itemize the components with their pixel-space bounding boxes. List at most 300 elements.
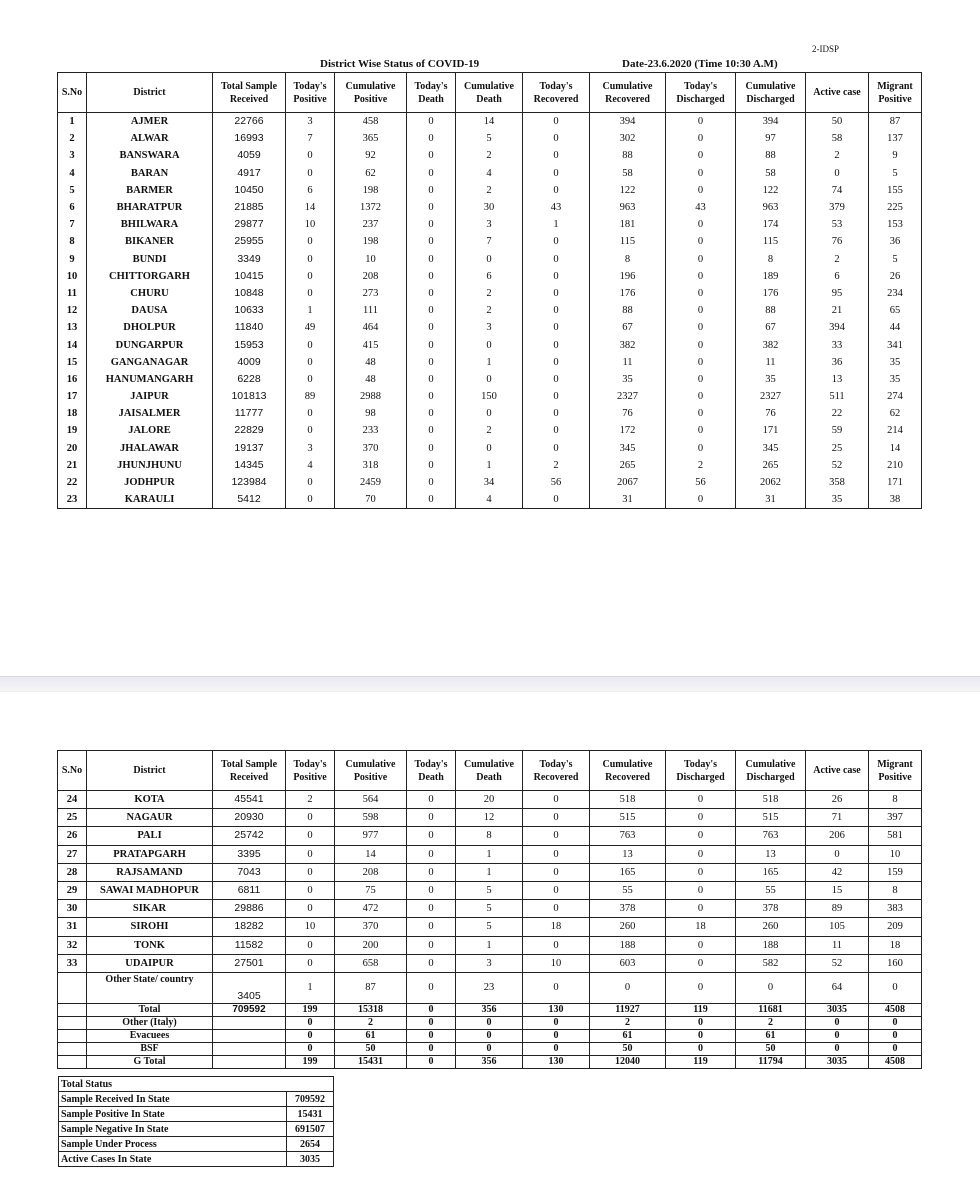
header-cumulative-death: Cumulative Death xyxy=(456,73,523,113)
cell-cumulative-discharged: 188 xyxy=(736,936,806,954)
cell-today-positive: 0 xyxy=(286,268,335,285)
cell-cumulative-positive: 233 xyxy=(335,422,407,439)
cell-s-no: 13 xyxy=(58,319,87,336)
table-row xyxy=(58,113,922,131)
cell-cumulative-positive: 977 xyxy=(335,827,407,845)
cell-s-no: 16 xyxy=(58,371,87,388)
cell-total-sample xyxy=(213,1042,286,1055)
cell-today-recovered: 43 xyxy=(523,199,590,216)
cell-s-no: 22 xyxy=(58,474,87,491)
cell-cumulative-death: 0 xyxy=(456,1042,523,1055)
cell-today-death: 0 xyxy=(407,251,456,268)
cell-active-case: 52 xyxy=(806,457,869,474)
table-row xyxy=(58,319,922,336)
cell-today-death: 0 xyxy=(407,422,456,439)
cell-active-case: 26 xyxy=(806,791,869,809)
cell-today-positive: 0 xyxy=(286,863,335,881)
cell-today-death: 0 xyxy=(407,405,456,422)
cell-active-case: 36 xyxy=(806,354,869,371)
header-district: District xyxy=(87,73,213,113)
cell-active-case: 50 xyxy=(806,113,869,131)
cell-s-no: 11 xyxy=(58,285,87,302)
cell-cumulative-positive: 598 xyxy=(335,809,407,827)
header-today-death: Today's Death xyxy=(407,73,456,113)
table-row xyxy=(58,199,922,216)
cell-active-case: 3035 xyxy=(806,1003,869,1016)
cell-cumulative-recovered: 188 xyxy=(590,936,666,954)
cell-cumulative-death: 5 xyxy=(456,130,523,147)
cell-today-recovered: 0 xyxy=(523,1016,590,1029)
cell-today-positive: 0 xyxy=(286,474,335,491)
cell-s-no: 21 xyxy=(58,457,87,474)
table-header-row xyxy=(58,751,922,791)
header-s-no: S.No xyxy=(58,751,87,791)
cell-today-recovered: 56 xyxy=(523,474,590,491)
cell-cumulative-positive: 61 xyxy=(335,1029,407,1042)
cell-total-sample: 15953 xyxy=(213,336,286,353)
cell-total-sample: 3349 xyxy=(213,251,286,268)
cell-s-no: 33 xyxy=(58,954,87,972)
cell-cumulative-recovered: 0 xyxy=(590,972,666,1003)
total-status-row xyxy=(59,1152,334,1167)
cell-cumulative-death: 0 xyxy=(456,1029,523,1042)
cell-active-case: 42 xyxy=(806,863,869,881)
cell-cumulative-discharged: 763 xyxy=(736,827,806,845)
cell-migrant-positive: 62 xyxy=(869,405,922,422)
cell-cumulative-discharged: 582 xyxy=(736,954,806,972)
cell-active-case: 15 xyxy=(806,881,869,899)
summary-row xyxy=(58,1003,922,1016)
cell-today-recovered: 0 xyxy=(523,1029,590,1042)
cell-today-discharged: 0 xyxy=(666,371,736,388)
cell-district: KARAULI xyxy=(87,491,213,509)
cell-today-positive: 1 xyxy=(286,302,335,319)
cell-cumulative-discharged: 2 xyxy=(736,1016,806,1029)
cell-today-positive: 199 xyxy=(286,1003,335,1016)
cell-cumulative-positive: 2459 xyxy=(335,474,407,491)
cell-cumulative-discharged: 115 xyxy=(736,233,806,250)
cell-today-recovered: 10 xyxy=(523,954,590,972)
cell-active-case: 59 xyxy=(806,422,869,439)
cell-today-discharged: 0 xyxy=(666,130,736,147)
table-row xyxy=(58,457,922,474)
cell-active-case: 21 xyxy=(806,302,869,319)
cell-migrant-positive: 274 xyxy=(869,388,922,405)
cell-today-positive: 0 xyxy=(286,845,335,863)
cell-today-discharged: 0 xyxy=(666,491,736,509)
total-status-label: Sample Negative In State xyxy=(59,1122,287,1137)
cell-migrant-positive: 171 xyxy=(869,474,922,491)
cell-cumulative-discharged: 345 xyxy=(736,440,806,457)
cell-active-case: 0 xyxy=(806,1029,869,1042)
cell-today-discharged: 0 xyxy=(666,388,736,405)
cell-migrant-positive: 65 xyxy=(869,302,922,319)
cell-total-sample: 4059 xyxy=(213,147,286,164)
cell-migrant-positive: 5 xyxy=(869,251,922,268)
table-row xyxy=(58,845,922,863)
cell-district: RAJSAMAND xyxy=(87,863,213,881)
total-status-label: Sample Received In State xyxy=(59,1092,287,1107)
header-today-positive: Today's Positive xyxy=(286,73,335,113)
cell-today-positive: 4 xyxy=(286,457,335,474)
total-status-row xyxy=(59,1137,334,1152)
cell-today-death: 0 xyxy=(407,1016,456,1029)
cell-total-sample: 11582 xyxy=(213,936,286,954)
cell-cumulative-discharged: 165 xyxy=(736,863,806,881)
cell-cumulative-recovered: 515 xyxy=(590,809,666,827)
header-cumulative-recovered: Cumulative Recovered xyxy=(590,73,666,113)
cell-cumulative-death: 2 xyxy=(456,285,523,302)
cell-district: GANGANAGAR xyxy=(87,354,213,371)
cell-total-sample: 4917 xyxy=(213,165,286,182)
cell-cumulative-positive: 472 xyxy=(335,900,407,918)
cell-migrant-positive: 214 xyxy=(869,422,922,439)
cell-district: JAISALMER xyxy=(87,405,213,422)
cell-cumulative-positive: 198 xyxy=(335,182,407,199)
cell-today-recovered: 0 xyxy=(523,113,590,131)
cell-cumulative-positive: 318 xyxy=(335,457,407,474)
cell-active-case: 379 xyxy=(806,199,869,216)
cell-total-sample: 10848 xyxy=(213,285,286,302)
cell-cumulative-death: 8 xyxy=(456,827,523,845)
cell-cumulative-recovered: 76 xyxy=(590,405,666,422)
cell-today-death: 0 xyxy=(407,216,456,233)
cell-migrant-positive: 341 xyxy=(869,336,922,353)
cell-migrant-positive: 35 xyxy=(869,371,922,388)
cell-active-case: 206 xyxy=(806,827,869,845)
cell-s-no: 30 xyxy=(58,900,87,918)
header-active-case: Active case xyxy=(806,751,869,791)
table-row xyxy=(58,954,922,972)
cell-today-recovered: 2 xyxy=(523,457,590,474)
cell-cumulative-death: 3 xyxy=(456,319,523,336)
cell-s-no: 7 xyxy=(58,216,87,233)
cell-today-recovered: 0 xyxy=(523,147,590,164)
cell-migrant-positive: 0 xyxy=(869,1029,922,1042)
cell-migrant-positive: 210 xyxy=(869,457,922,474)
cell-active-case: 74 xyxy=(806,182,869,199)
cell-active-case: 0 xyxy=(806,1042,869,1055)
cell-total-sample: 22829 xyxy=(213,422,286,439)
cell-migrant-positive: 234 xyxy=(869,285,922,302)
summary-label: Evacuees xyxy=(87,1029,213,1042)
cell-today-recovered: 18 xyxy=(523,918,590,936)
cell-cumulative-positive: 200 xyxy=(335,936,407,954)
cell-today-death: 0 xyxy=(407,900,456,918)
cell-blank xyxy=(58,1029,87,1042)
summary-row xyxy=(58,1042,922,1055)
cell-cumulative-recovered: 58 xyxy=(590,165,666,182)
cell-total-sample xyxy=(213,1029,286,1042)
table-row xyxy=(58,918,922,936)
cell-today-recovered: 0 xyxy=(523,972,590,1003)
cell-cumulative-recovered: 382 xyxy=(590,336,666,353)
summary-row xyxy=(58,1029,922,1042)
cell-cumulative-positive: 273 xyxy=(335,285,407,302)
cell-total-sample: 20930 xyxy=(213,809,286,827)
cell-total-sample: 6811 xyxy=(213,881,286,899)
cell-today-death: 0 xyxy=(407,809,456,827)
cell-blank xyxy=(58,1016,87,1029)
cell-cumulative-death: 356 xyxy=(456,1055,523,1068)
cell-cumulative-positive: 658 xyxy=(335,954,407,972)
cell-cumulative-recovered: 13 xyxy=(590,845,666,863)
cell-district: SAWAI MADHOPUR xyxy=(87,881,213,899)
cell-total-sample: 709592 xyxy=(213,1003,286,1016)
cell-s-no: 20 xyxy=(58,440,87,457)
cell-migrant-positive: 44 xyxy=(869,319,922,336)
cell-today-positive: 1 xyxy=(286,972,335,1003)
cell-migrant-positive: 160 xyxy=(869,954,922,972)
header-total-sample: Total Sample Received xyxy=(213,73,286,113)
cell-today-discharged: 0 xyxy=(666,354,736,371)
table-row xyxy=(58,302,922,319)
cell-active-case: 76 xyxy=(806,233,869,250)
cell-s-no: 23 xyxy=(58,491,87,509)
header-active-case: Active case xyxy=(806,73,869,113)
cell-today-positive: 10 xyxy=(286,918,335,936)
cell-total-sample xyxy=(213,1016,286,1029)
cell-s-no: 31 xyxy=(58,918,87,936)
header-today-discharged: Today's Discharged xyxy=(666,73,736,113)
cell-today-death: 0 xyxy=(407,1055,456,1068)
cell-cumulative-positive: 92 xyxy=(335,147,407,164)
cell-today-death: 0 xyxy=(407,371,456,388)
cell-s-no: 2 xyxy=(58,130,87,147)
cell-cumulative-recovered: 55 xyxy=(590,881,666,899)
cell-today-discharged: 56 xyxy=(666,474,736,491)
cell-active-case: 105 xyxy=(806,918,869,936)
cell-cumulative-death: 2 xyxy=(456,182,523,199)
cell-cumulative-death: 2 xyxy=(456,147,523,164)
cell-today-death: 0 xyxy=(407,336,456,353)
cell-today-death: 0 xyxy=(407,199,456,216)
cell-district: BHILWARA xyxy=(87,216,213,233)
cell-today-discharged: 0 xyxy=(666,1029,736,1042)
cell-cumulative-death: 0 xyxy=(456,1016,523,1029)
cell-today-recovered: 0 xyxy=(523,422,590,439)
cell-today-discharged: 0 xyxy=(666,251,736,268)
table-row xyxy=(58,354,922,371)
cell-today-death: 0 xyxy=(407,354,456,371)
cell-cumulative-recovered: 196 xyxy=(590,268,666,285)
cell-cumulative-recovered: 763 xyxy=(590,827,666,845)
cell-active-case: 58 xyxy=(806,130,869,147)
cell-total-sample: 11777 xyxy=(213,405,286,422)
cell-today-recovered: 0 xyxy=(523,809,590,827)
cell-today-positive: 0 xyxy=(286,1016,335,1029)
cell-district: JHUNJHUNU xyxy=(87,457,213,474)
cell-s-no: 10 xyxy=(58,268,87,285)
cell-today-positive: 0 xyxy=(286,251,335,268)
header-cumulative-death: Cumulative Death xyxy=(456,751,523,791)
table-row xyxy=(58,388,922,405)
cell-today-discharged: 0 xyxy=(666,268,736,285)
cell-today-death: 0 xyxy=(407,845,456,863)
cell-today-death: 0 xyxy=(407,491,456,509)
cell-today-death: 0 xyxy=(407,972,456,1003)
document-date: Date-23.6.2020 (Time 10:30 A.M) xyxy=(622,58,778,70)
cell-s-no: 3 xyxy=(58,147,87,164)
cell-district: DUNGARPUR xyxy=(87,336,213,353)
cell-total-sample: 11840 xyxy=(213,319,286,336)
cell-today-recovered: 0 xyxy=(523,936,590,954)
cell-cumulative-recovered: 31 xyxy=(590,491,666,509)
cell-active-case: 22 xyxy=(806,405,869,422)
cell-s-no: 15 xyxy=(58,354,87,371)
document-code: 2-IDSP xyxy=(812,44,840,54)
header-s-no: S.No xyxy=(58,73,87,113)
cell-today-discharged: 0 xyxy=(666,440,736,457)
cell-cumulative-positive: 98 xyxy=(335,405,407,422)
cell-today-death: 0 xyxy=(407,113,456,131)
summary-row xyxy=(58,1016,922,1029)
cell-cumulative-recovered: 11 xyxy=(590,354,666,371)
total-status-value: 709592 xyxy=(287,1092,334,1107)
cell-s-no: 24 xyxy=(58,791,87,809)
cell-cumulative-death: 3 xyxy=(456,216,523,233)
cell-cumulative-discharged: 88 xyxy=(736,147,806,164)
cell-active-case: 0 xyxy=(806,165,869,182)
cell-today-recovered: 0 xyxy=(523,1042,590,1055)
cell-cumulative-discharged: 963 xyxy=(736,199,806,216)
cell-district: PRATAPGARH xyxy=(87,845,213,863)
cell-cumulative-death: 356 xyxy=(456,1003,523,1016)
cell-district: HANUMANGARH xyxy=(87,371,213,388)
cell-today-discharged: 0 xyxy=(666,113,736,131)
cell-today-death: 0 xyxy=(407,319,456,336)
cell-today-positive: 0 xyxy=(286,405,335,422)
cell-today-recovered: 0 xyxy=(523,268,590,285)
cell-cumulative-discharged: 55 xyxy=(736,881,806,899)
cell-cumulative-death: 6 xyxy=(456,268,523,285)
cell-cumulative-positive: 48 xyxy=(335,354,407,371)
cell-today-death: 0 xyxy=(407,863,456,881)
cell-total-sample: 5412 xyxy=(213,491,286,509)
cell-district: BANSWARA xyxy=(87,147,213,164)
cell-today-discharged: 0 xyxy=(666,972,736,1003)
cell-today-recovered: 130 xyxy=(523,1003,590,1016)
cell-active-case: 64 xyxy=(806,972,869,1003)
cell-cumulative-death: 150 xyxy=(456,388,523,405)
table-row xyxy=(58,881,922,899)
cell-district: SIKAR xyxy=(87,900,213,918)
cell-cumulative-discharged: 2327 xyxy=(736,388,806,405)
cell-cumulative-death: 34 xyxy=(456,474,523,491)
cell-today-positive: 0 xyxy=(286,354,335,371)
cell-cumulative-recovered: 61 xyxy=(590,1029,666,1042)
table-row xyxy=(58,936,922,954)
cell-cumulative-positive: 75 xyxy=(335,881,407,899)
cell-today-death: 0 xyxy=(407,791,456,809)
total-status-value: 691507 xyxy=(287,1122,334,1137)
cell-total-sample: 18282 xyxy=(213,918,286,936)
cell-today-positive: 0 xyxy=(286,1029,335,1042)
total-status-table xyxy=(58,1076,334,1167)
table-row xyxy=(58,130,922,147)
total-status-label: Sample Under Process xyxy=(59,1137,287,1152)
cell-cumulative-positive: 70 xyxy=(335,491,407,509)
cell-total-sample: 22766 xyxy=(213,113,286,131)
cell-today-discharged: 18 xyxy=(666,918,736,936)
cell-cumulative-recovered: 165 xyxy=(590,863,666,881)
cell-total-sample: 4009 xyxy=(213,354,286,371)
cell-migrant-positive: 0 xyxy=(869,1042,922,1055)
cell-active-case: 35 xyxy=(806,491,869,509)
cell-district: BUNDI xyxy=(87,251,213,268)
cell-cumulative-discharged: 8 xyxy=(736,251,806,268)
cell-today-death: 0 xyxy=(407,881,456,899)
cell-today-positive: 0 xyxy=(286,809,335,827)
cell-district: JAIPUR xyxy=(87,388,213,405)
cell-cumulative-death: 5 xyxy=(456,900,523,918)
cell-cumulative-death: 5 xyxy=(456,881,523,899)
cell-cumulative-recovered: 2067 xyxy=(590,474,666,491)
cell-today-recovered: 130 xyxy=(523,1055,590,1068)
cell-district: JHALAWAR xyxy=(87,440,213,457)
cell-district: CHURU xyxy=(87,285,213,302)
total-status-title-row xyxy=(59,1077,334,1092)
cell-total-sample: 3395 xyxy=(213,845,286,863)
cell-s-no: 28 xyxy=(58,863,87,881)
cell-s-no: 29 xyxy=(58,881,87,899)
table-row-other-state xyxy=(58,972,922,1003)
cell-today-positive: 0 xyxy=(286,900,335,918)
cell-today-positive: 0 xyxy=(286,1042,335,1055)
cell-cumulative-death: 0 xyxy=(456,371,523,388)
cell-active-case: 358 xyxy=(806,474,869,491)
table-row xyxy=(58,791,922,809)
cell-today-positive: 0 xyxy=(286,422,335,439)
cell-cumulative-discharged: 50 xyxy=(736,1042,806,1055)
cell-migrant-positive: 0 xyxy=(869,972,922,1003)
cell-cumulative-death: 0 xyxy=(456,440,523,457)
cell-cumulative-discharged: 189 xyxy=(736,268,806,285)
cell-cumulative-recovered: 12040 xyxy=(590,1055,666,1068)
cell-today-discharged: 0 xyxy=(666,302,736,319)
cell-today-recovered: 0 xyxy=(523,791,590,809)
cell-cumulative-positive: 10 xyxy=(335,251,407,268)
district-status-table-part-2 xyxy=(57,750,922,1069)
cell-today-positive: 14 xyxy=(286,199,335,216)
cell-today-discharged: 0 xyxy=(666,809,736,827)
cell-blank xyxy=(58,1042,87,1055)
cell-today-death: 0 xyxy=(407,165,456,182)
table-row xyxy=(58,147,922,164)
cell-cumulative-discharged: 122 xyxy=(736,182,806,199)
cell-total-sample: 16993 xyxy=(213,130,286,147)
cell-district: BHARATPUR xyxy=(87,199,213,216)
cell-today-death: 0 xyxy=(407,918,456,936)
cell-cumulative-death: 2 xyxy=(456,422,523,439)
summary-row xyxy=(58,1055,922,1068)
cell-cumulative-discharged: 394 xyxy=(736,113,806,131)
cell-migrant-positive: 137 xyxy=(869,130,922,147)
cell-district: UDAIPUR xyxy=(87,954,213,972)
header-district: District xyxy=(87,751,213,791)
cell-s-no: 27 xyxy=(58,845,87,863)
cell-total-sample: 123984 xyxy=(213,474,286,491)
cell-cumulative-recovered: 260 xyxy=(590,918,666,936)
cell-today-discharged: 43 xyxy=(666,199,736,216)
header-cumulative-positive: Cumulative Positive xyxy=(335,751,407,791)
cell-migrant-positive: 153 xyxy=(869,216,922,233)
cell-cumulative-death: 1 xyxy=(456,863,523,881)
cell-cumulative-death: 14 xyxy=(456,113,523,131)
cell-migrant-positive: 8 xyxy=(869,791,922,809)
table-row xyxy=(58,251,922,268)
cell-active-case: 89 xyxy=(806,900,869,918)
